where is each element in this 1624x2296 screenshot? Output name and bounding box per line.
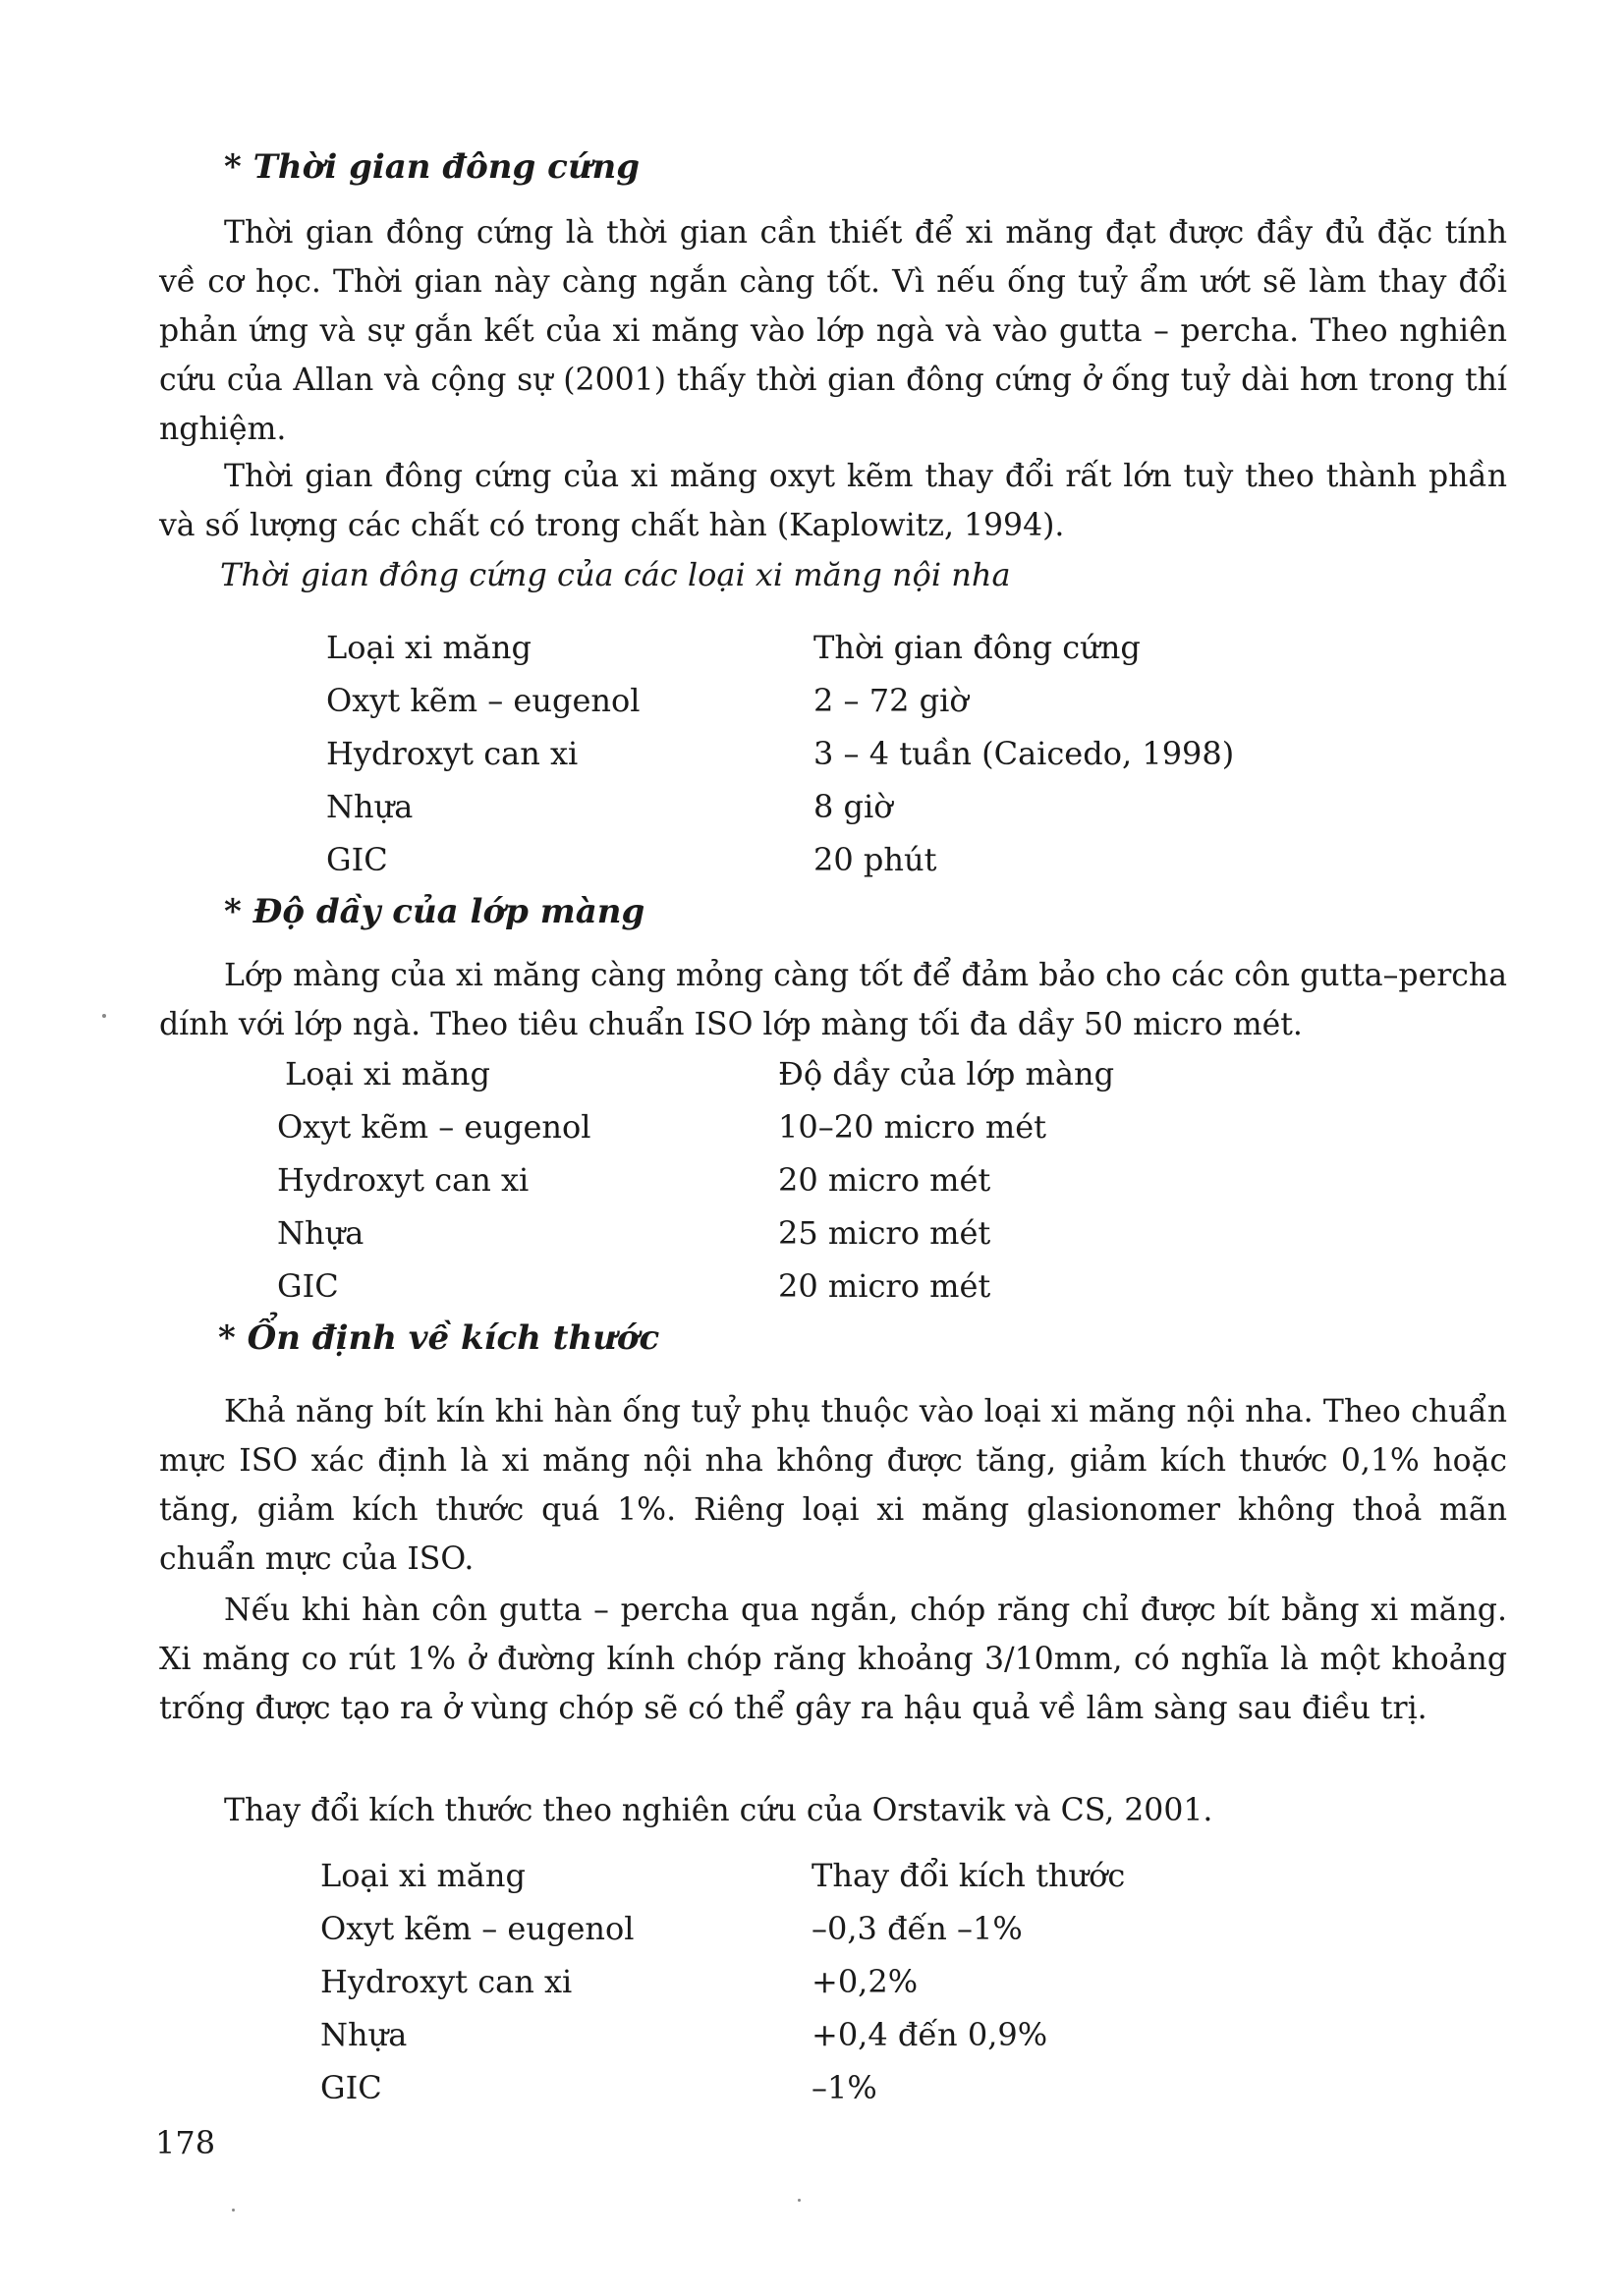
paragraph-text: Nếu khi hàn côn gutta – percha qua ngắn, chóp răng chỉ được bít bằng xi măng. Xi măng co rút 1% ở đường kính chóp răng khoảng 3/10mm, có nghĩa là một khoảng trống được tạo ra ở vùng chóp sẽ có thể gây ra hậu quả về lâm sàng sau điều trị. (159, 1593, 1507, 1726)
section-heading-setting-time: * Thời gian đông cứng (224, 147, 641, 187)
table-cell: 20 micro mét (778, 1161, 991, 1199)
paragraph-setting-time-2 (159, 452, 1507, 550)
table-cell: Nhựa (277, 1214, 364, 1252)
table-cell: –1% (812, 2069, 877, 2106)
table-cell: 25 micro mét (778, 1214, 991, 1252)
table-cell: GIC (277, 1267, 339, 1305)
table-cell: –0,3 đến –1% (812, 1910, 1023, 1947)
table-cell: GIC (326, 841, 388, 878)
table-cell: Oxyt kẽm – eugenol (320, 1910, 635, 1947)
paragraph-dimensional-stability-2 (159, 1586, 1507, 1733)
paragraph-text: Thay đổi kích thước theo nghiên cứu của Orstavik và CS, 2001. (224, 1793, 1213, 1828)
page-number: 178 (155, 2124, 216, 2161)
paragraph-film-thickness (159, 951, 1507, 1049)
table-cell: 2 – 72 giờ (813, 682, 969, 719)
scan-speck (102, 1014, 106, 1018)
table-cell: 3 – 4 tuần (Caicedo, 1998) (813, 735, 1235, 772)
section-heading-film-thickness: * Độ dầy của lớp màng (224, 892, 645, 931)
paragraph-text: Thời gian đông cứng là thời gian cần thiết để xi măng đạt được đầy đủ đặc tính về cơ học. Thời gian này càng ngắn càng tốt. Vì nếu ống tuỷ ẩm ướt sẽ làm thay đổi phản ứng và sự gắn kết của xi măng vào lớp ngà và vào gutta – percha. Theo nghiên cứu của Allan và cộng sự (2001) thấy thời gian đông cứng ở ống tuỷ dài hơn trong thí nghiệm. (159, 215, 1507, 447)
paragraph-text: Khả năng bít kín khi hàn ống tuỷ phụ thuộc vào loại xi măng nội nha. Theo chuẩn mực ISO xác định là xi măng nội nha không được tăng, giảm kích thước 0,1% hoặc tăng, giảm kích thước quá 1%. Riêng loại xi măng glasionomer không thoả mãn chuẩn mực của ISO. (159, 1394, 1507, 1577)
table-cell: +0,2% (812, 1963, 919, 2000)
table-cell: 20 phút (813, 841, 937, 878)
table-caption-setting-time: Thời gian đông cứng của các loại xi măng nội nha (220, 556, 1011, 593)
table-cell: Nhựa (320, 2016, 408, 2053)
table-cell: +0,4 đến 0,9% (812, 2016, 1048, 2053)
paragraph-dimensional-stability-3 (159, 1786, 1507, 1835)
table-cell: Hydroxyt can xi (326, 735, 579, 772)
scan-speck (798, 2199, 801, 2202)
table-cell: GIC (320, 2069, 382, 2106)
column-header-cement-type: Loại xi măng (320, 1857, 526, 1894)
scan-speck (232, 2209, 235, 2212)
paragraph-dimensional-stability-1 (159, 1387, 1507, 1584)
table-cell: 20 micro mét (778, 1267, 991, 1305)
table-cell: Hydroxyt can xi (320, 1963, 573, 2000)
table-cell: Hydroxyt can xi (277, 1161, 530, 1199)
column-header-setting-time: Thời gian đông cứng (813, 629, 1141, 666)
table-cell: 10–20 micro mét (778, 1108, 1046, 1146)
section-heading-dimensional-stability: * Ổn định về kích thước (218, 1318, 660, 1358)
column-header-dimensional-change: Thay đổi kích thước (812, 1857, 1126, 1894)
column-header-cement-type: Loại xi măng (285, 1055, 490, 1092)
table-cell: Nhựa (326, 788, 414, 825)
table-cell: Oxyt kẽm – eugenol (326, 682, 641, 719)
table-cell: 8 giờ (813, 788, 893, 825)
paragraph-text: Thời gian đông cứng của xi măng oxyt kẽm thay đổi rất lớn tuỳ theo thành phần và số lượng các chất có trong chất hàn (Kaplowitz, 1994). (159, 459, 1507, 543)
paragraph-text: Lớp màng của xi măng càng mỏng càng tốt để đảm bảo cho các côn gutta–percha dính với lớp ngà. Theo tiêu chuẩn ISO lớp màng tối đa dầy 50 micro mét. (159, 958, 1507, 1042)
column-header-film-thickness: Độ dầy của lớp màng (778, 1055, 1115, 1092)
table-cell: Oxyt kẽm – eugenol (277, 1108, 591, 1146)
column-header-cement-type: Loại xi măng (326, 629, 532, 666)
paragraph-setting-time-1 (159, 208, 1507, 454)
